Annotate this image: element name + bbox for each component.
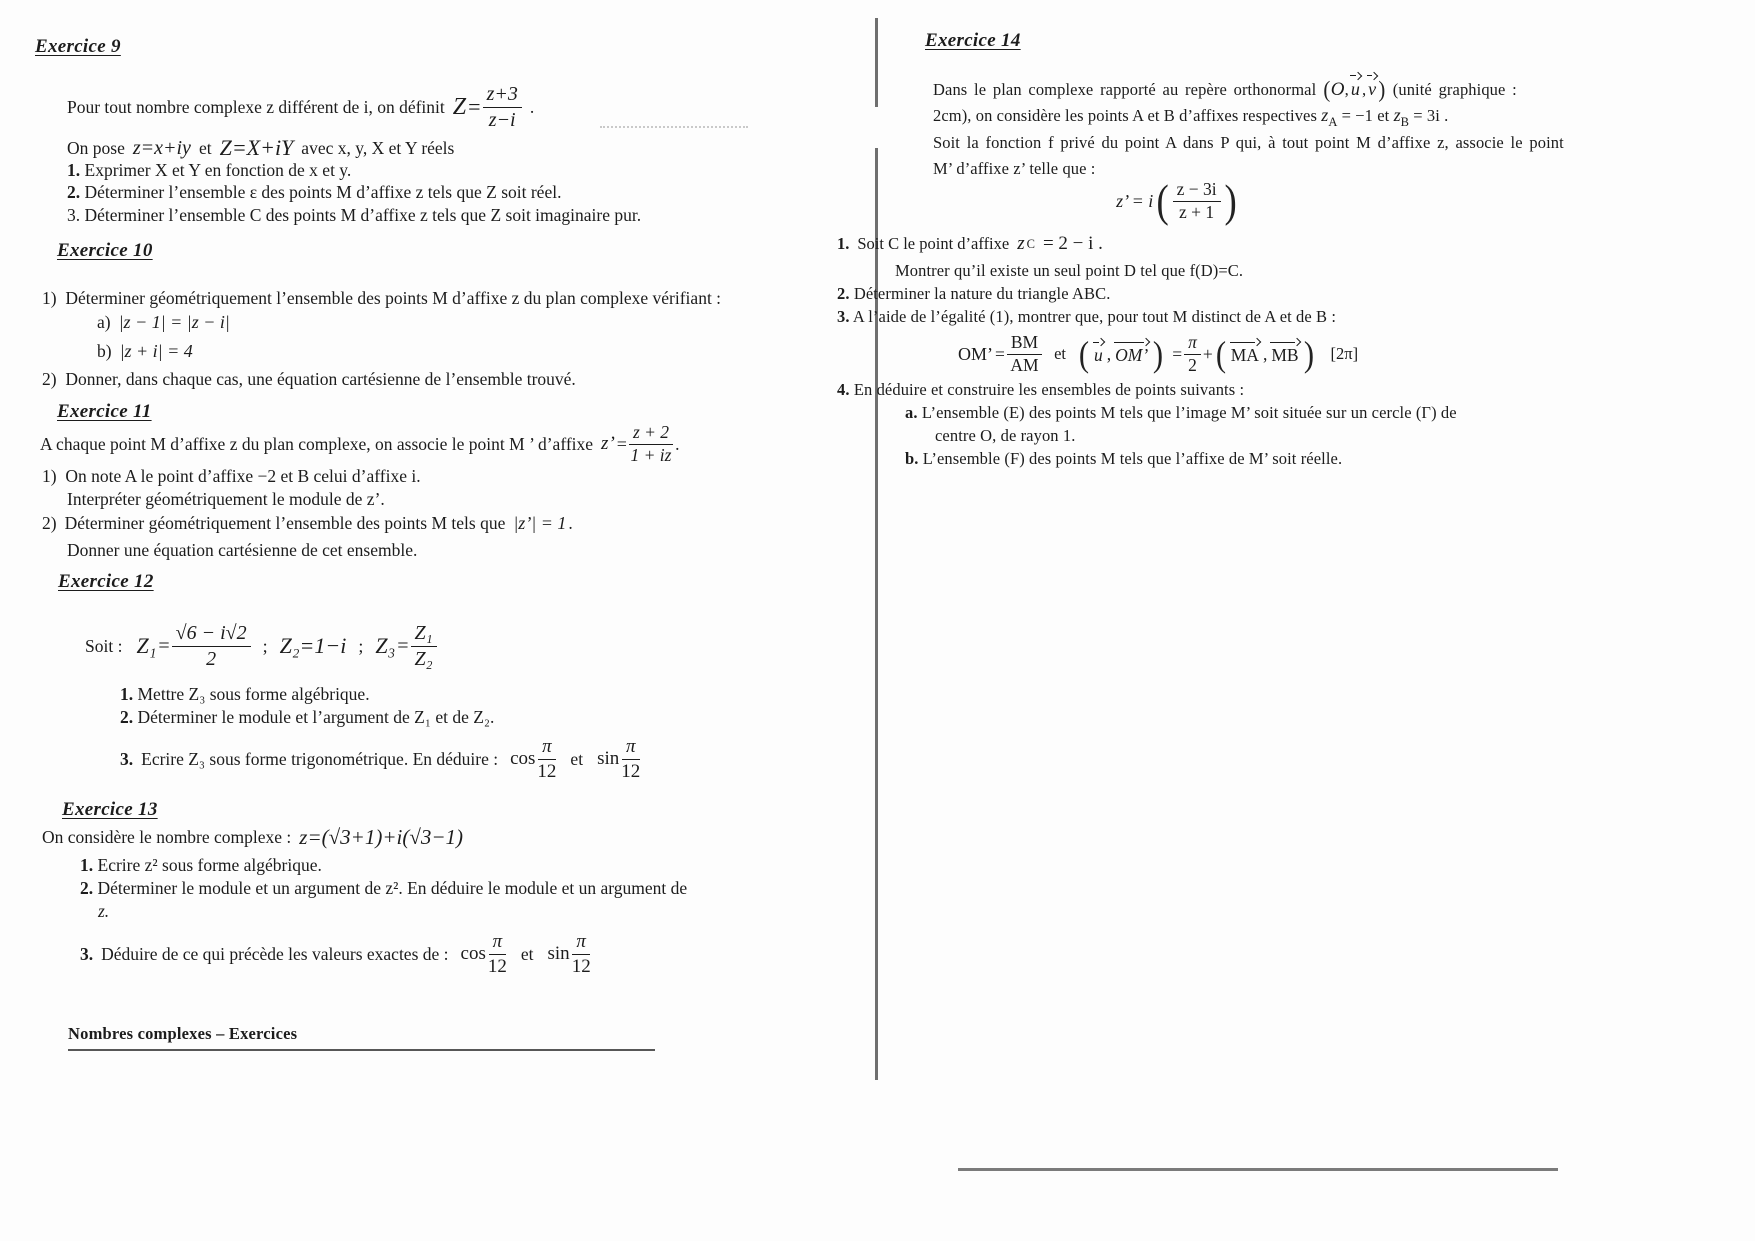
footer-left [68,1024,655,1051]
comma: , [1262,343,1268,364]
vector-MB: MB [1271,344,1299,365]
open-paren: ( [1323,77,1331,102]
item-text: Déterminer la nature du triangle ABC. [853,284,1111,303]
math-modulus-equality: |z − 1| = |z − i| [118,311,230,332]
fraction-numerator: BM [1007,333,1042,355]
vector-v: v [1366,76,1378,101]
item-text: Déterminer l’ensemble ε des points M d’affixe z tels que Z soit réel. [84,182,562,202]
fraction-numerator: Z₁ [411,622,437,646]
ex14-paragraph-line-2 [933,104,1448,130]
equals-sign: = [397,634,409,657]
ex14-paragraph-line-1 [933,76,1517,103]
equals-sign: = [158,634,170,657]
separator: ; [358,635,364,656]
math-Z: Z [452,93,467,120]
ex9-item-1 [67,160,351,182]
fraction-numerator: π [572,931,590,954]
ex11-title: Exercice 11 [57,401,152,422]
ex10-question-2 [42,369,576,391]
item-text: z. [98,901,110,921]
fraction-pi-over-12 [621,736,640,782]
big-close-paren: ) [1303,333,1314,374]
item-number: 3. [80,943,94,964]
subscript-C: C [1026,236,1035,251]
vector-u: u [1094,344,1103,365]
subscript-B: B [1400,115,1410,129]
item-text: En déduire et construire les ensembles de points suivants : [853,380,1245,399]
fraction-denominator: 12 [621,760,641,782]
ex11-question-2-cont [67,540,417,562]
comma: , [1106,343,1112,364]
ex14-sub-a-cont: centre O, de rayon 1. [935,426,1076,445]
ex12-item-2 [120,707,494,729]
fraction-denominator: 12 [487,955,507,977]
math-mod-z-prime-equals-1: |z’| = 1 [513,512,567,533]
ex10-sub-a [97,308,230,336]
item-letter: a) [97,311,111,332]
item-letter: b) [97,340,112,361]
math-Z1: Z₁ [136,633,157,658]
big-close-paren: ) [1153,333,1164,374]
item-text: Soit C le point d’affixe [857,234,1010,253]
footer-rule-right [958,1168,1558,1171]
fraction-denominator: 2 [1188,354,1197,375]
subscript-A: A [1328,115,1338,129]
big-close-paren: ) [1224,175,1237,227]
item-text: Donner une équation cartésienne de cet ensemble. [67,540,418,560]
item-number: 3. [120,748,134,769]
item-letter: b. [905,449,919,468]
fraction-denominator: AM [1010,354,1039,375]
item-text: Mettre Z₃ sous forme algébrique. [137,684,370,704]
equals-sign: = [616,433,627,454]
ex9-item-3 [67,205,641,227]
ex13-intro-line [42,820,463,854]
ex11-intro-line [40,420,679,468]
item-text: A l’aide de l’égalité (1), montrer que, pour tout M distinct de A et de B : [852,307,1337,326]
math-Z2-equals-1-minus-i: Z₂=1−i [279,633,347,658]
period: . [529,96,535,117]
fraction-pi-over-12 [488,931,507,977]
fraction-numerator: π [538,736,556,759]
ex9-pose-text: On pose [67,137,125,158]
fraction-denominator: 12 [537,760,557,782]
item-letter: a. [905,403,918,422]
ex11-question-2 [42,509,573,537]
paragraph-text: = −1 et [1341,106,1390,125]
et-label: et [570,748,584,769]
fraction-BM-over-AM [1007,333,1042,375]
item-text: Déterminer l’ensemble C des points M d’affixe z tels que Z soit imaginaire pur. [84,205,642,225]
item-number: 2) [42,369,57,389]
sin-label: sin [597,748,620,769]
fraction-numerator: π [1184,333,1201,355]
vector-u: u [1349,76,1362,101]
fraction-numerator: z − 3i [1173,180,1221,202]
big-open-paren: ( [1215,333,1226,374]
item-text: Déterminer géométriquement l’ensemble des points M d’affixe z du plan complexe vérifiant : [65,288,722,308]
item-number: 2. [67,182,81,202]
math-value: = 2 − i . [1042,233,1103,254]
ex9-pose-et: et [198,137,212,158]
ex9-title: Exercice 9 [35,36,121,57]
footer-title: Nombres complexes – Exercices [68,1024,298,1043]
ex9-pose-line [67,134,454,162]
big-open-paren: ( [1078,333,1090,374]
ex9-item-2 [67,182,561,204]
fraction-pi-over-12 [537,736,556,782]
ex14-question-3 [837,306,1336,327]
fraction-z-minus-3i-over-z-plus-1 [1173,180,1221,222]
item-text: L’ensemble (E) des points M tels que l’image M’ soit située sur un cercle (Γ) de [921,403,1457,422]
ex14-formula-OM [958,328,1358,380]
item-number: 3. [67,205,81,225]
item-text: Ecrire z² sous forme algébrique. [97,855,322,875]
scan-artifact-dotted-line [600,126,748,128]
ex14-question-1-cont: Montrer qu’il existe un seul point D tel que f(D)=C. [895,261,1244,280]
sin-label: sin [547,943,570,964]
ex12-soit-label: Soit : [85,635,123,656]
item-number: 2. [837,284,850,303]
fraction-denominator: Z₂ [414,647,433,670]
vector-MA: MA [1230,344,1259,365]
ex14-formula-z-prime [933,174,1511,228]
fraction-denominator: z−i [488,108,516,131]
item-text: Déterminer le module et l’argument de Z₁ et de Z₂. [137,707,495,727]
item-text: Déduire de ce qui précède les valeurs exactes de : [101,943,449,964]
item-number: 4. [837,380,850,399]
ex13-item-3 [80,928,591,980]
item-number: 2. [80,878,94,898]
paragraph-text: (unité graphique : [1392,80,1517,99]
ex10-title: Exercice 10 [57,240,153,261]
math-Z-XiY: Z=X+iY [219,135,294,160]
cos-label: cos [460,943,486,964]
item-text: L’ensemble (F) des points M tels que l’affixe de M’ soit réelle. [922,449,1343,468]
et-label: et [520,943,534,964]
fraction-denominator: 1 + iz [630,444,672,465]
paragraph-text: 2cm), on considère les points A et B d’affixes respectives [933,106,1317,125]
item-number: 3. [837,307,850,326]
item-text: Exprimer X et Y en fonction de x et y. [84,160,352,180]
ex14-paragraph-line-4: M’ d’affixe z’ telle que : [933,159,1096,178]
et-label: et [1054,344,1067,363]
fraction-z-plus-3-over-z-minus-i [483,83,522,131]
vector-OM-prime: OM’ [1115,344,1149,365]
cos-label: cos [510,748,536,769]
ex10-question-1 [42,288,721,310]
item-number: 1. [67,160,81,180]
math-z-definition: z=(√3+1)+i(√3−1) [299,824,464,849]
big-open-paren: ( [1156,175,1170,227]
ex11-intro-text: A chaque point M d’affixe z du plan complexe, on associe le point M ’ d’affixe [40,433,594,454]
fraction-numerator: √6 − i√2 [172,622,251,646]
math-lhs: z’ = i [1116,190,1154,211]
ex9-intro-text: Pour tout nombre complexe z différent de i, on définit [67,96,445,117]
ex12-item-1 [120,684,370,706]
math-modulus-equals-4: |z + i| = 4 [119,340,193,361]
item-text: Déterminer géométriquement l’ensemble des points M tels que [64,512,506,533]
item-number: 1. [80,855,94,875]
fraction-pi-over-2 [1184,333,1201,375]
ex11-question-1-cont [67,489,385,511]
math-z: z [1321,105,1329,125]
item-number: 2) [42,512,57,533]
fraction-Z1-over-Z2 [411,622,437,670]
item-text: Ecrire Z₃ sous forme trigonométrique. En déduire : [141,748,499,769]
modulo-2pi: [2π] [1330,344,1359,363]
ex14-sub-b [905,448,1342,469]
fraction-denominator: 2 [206,647,217,670]
item-text: Donner, dans chaque cas, une équation cartésienne de l’ensemble trouvé. [65,369,576,389]
item-number: 1. [120,684,134,704]
ex14-sub-a [905,402,1457,423]
ex14-question-4 [837,379,1244,400]
fraction-z-plus-2-over-1-plus-iz [629,423,673,465]
ex14-title: Exercice 14 [925,30,1021,51]
equals-sign: = [995,343,1005,364]
ex14-paragraph-line-3: Soit la fonction f privé du point A dans P qui, à tout point M d’affixe z, associe le point [933,133,1564,152]
equals-sign: = [468,94,481,119]
ex14-question-1 [837,228,1103,260]
close-paren: ) [1378,77,1386,102]
plus-sign: + [1202,343,1213,364]
ex13-item-1 [80,855,322,877]
equals-sign: = [1172,343,1183,364]
ex13-intro-text: On considère le nombre complexe : [42,826,292,847]
item-text: Déterminer le module et un argument de z². En déduire le module et un argument de [97,878,688,898]
item-number: 1) [42,466,57,486]
item-text: Interpréter géométriquement le module de z’. [67,489,385,509]
fraction-pi-over-12 [572,931,591,977]
comma: , [1344,80,1349,99]
fraction-denominator: z + 1 [1179,201,1215,222]
ex13-item-2-cont [98,901,109,923]
ex14-question-2 [837,283,1110,304]
fraction-numerator: π [489,931,507,954]
math-O: O [1330,79,1345,100]
fraction-sqrt6-minus-isqrt2-over-2 [172,622,251,670]
item-number: 1) [42,288,57,308]
period: . [568,512,573,533]
comma: , [1361,80,1367,99]
math-z: z [1017,233,1025,254]
ex9-pose-tail: avec x, y, X et Y réels [301,137,455,158]
item-number: 1. [837,234,850,253]
fraction-numerator: z + 2 [629,423,673,445]
ex12-definitions-line [85,607,437,685]
ex13-title: Exercice 13 [62,799,158,820]
math-z: z [1393,105,1401,125]
fraction-denominator: 12 [571,955,591,977]
math-z-prime: z’ [601,433,615,454]
fraction-numerator: π [622,736,640,759]
column-divider-segment-top [875,18,878,107]
item-number: 2. [120,707,134,727]
fraction-numerator: z+3 [483,83,522,107]
ex11-question-1 [42,466,421,488]
ex9-intro-line [67,80,534,134]
ex12-item-3 [120,733,640,785]
ex10-sub-b [97,337,193,365]
ex12-title: Exercice 12 [58,571,154,592]
period: . [675,433,680,454]
paragraph-text: Dans le plan complexe rapporté au repère orthonormal [933,80,1317,99]
math-Z3: Z₃ [375,633,396,658]
item-text: On note A le point d’affixe −2 et B celui d’affixe i. [65,466,421,486]
math-z-xiy: z=x+iy [132,136,191,159]
math-OM-prime: OM’ [958,343,993,364]
separator: ; [262,635,268,656]
ex13-item-2 [80,878,687,900]
paragraph-text: = 3i . [1413,106,1449,125]
